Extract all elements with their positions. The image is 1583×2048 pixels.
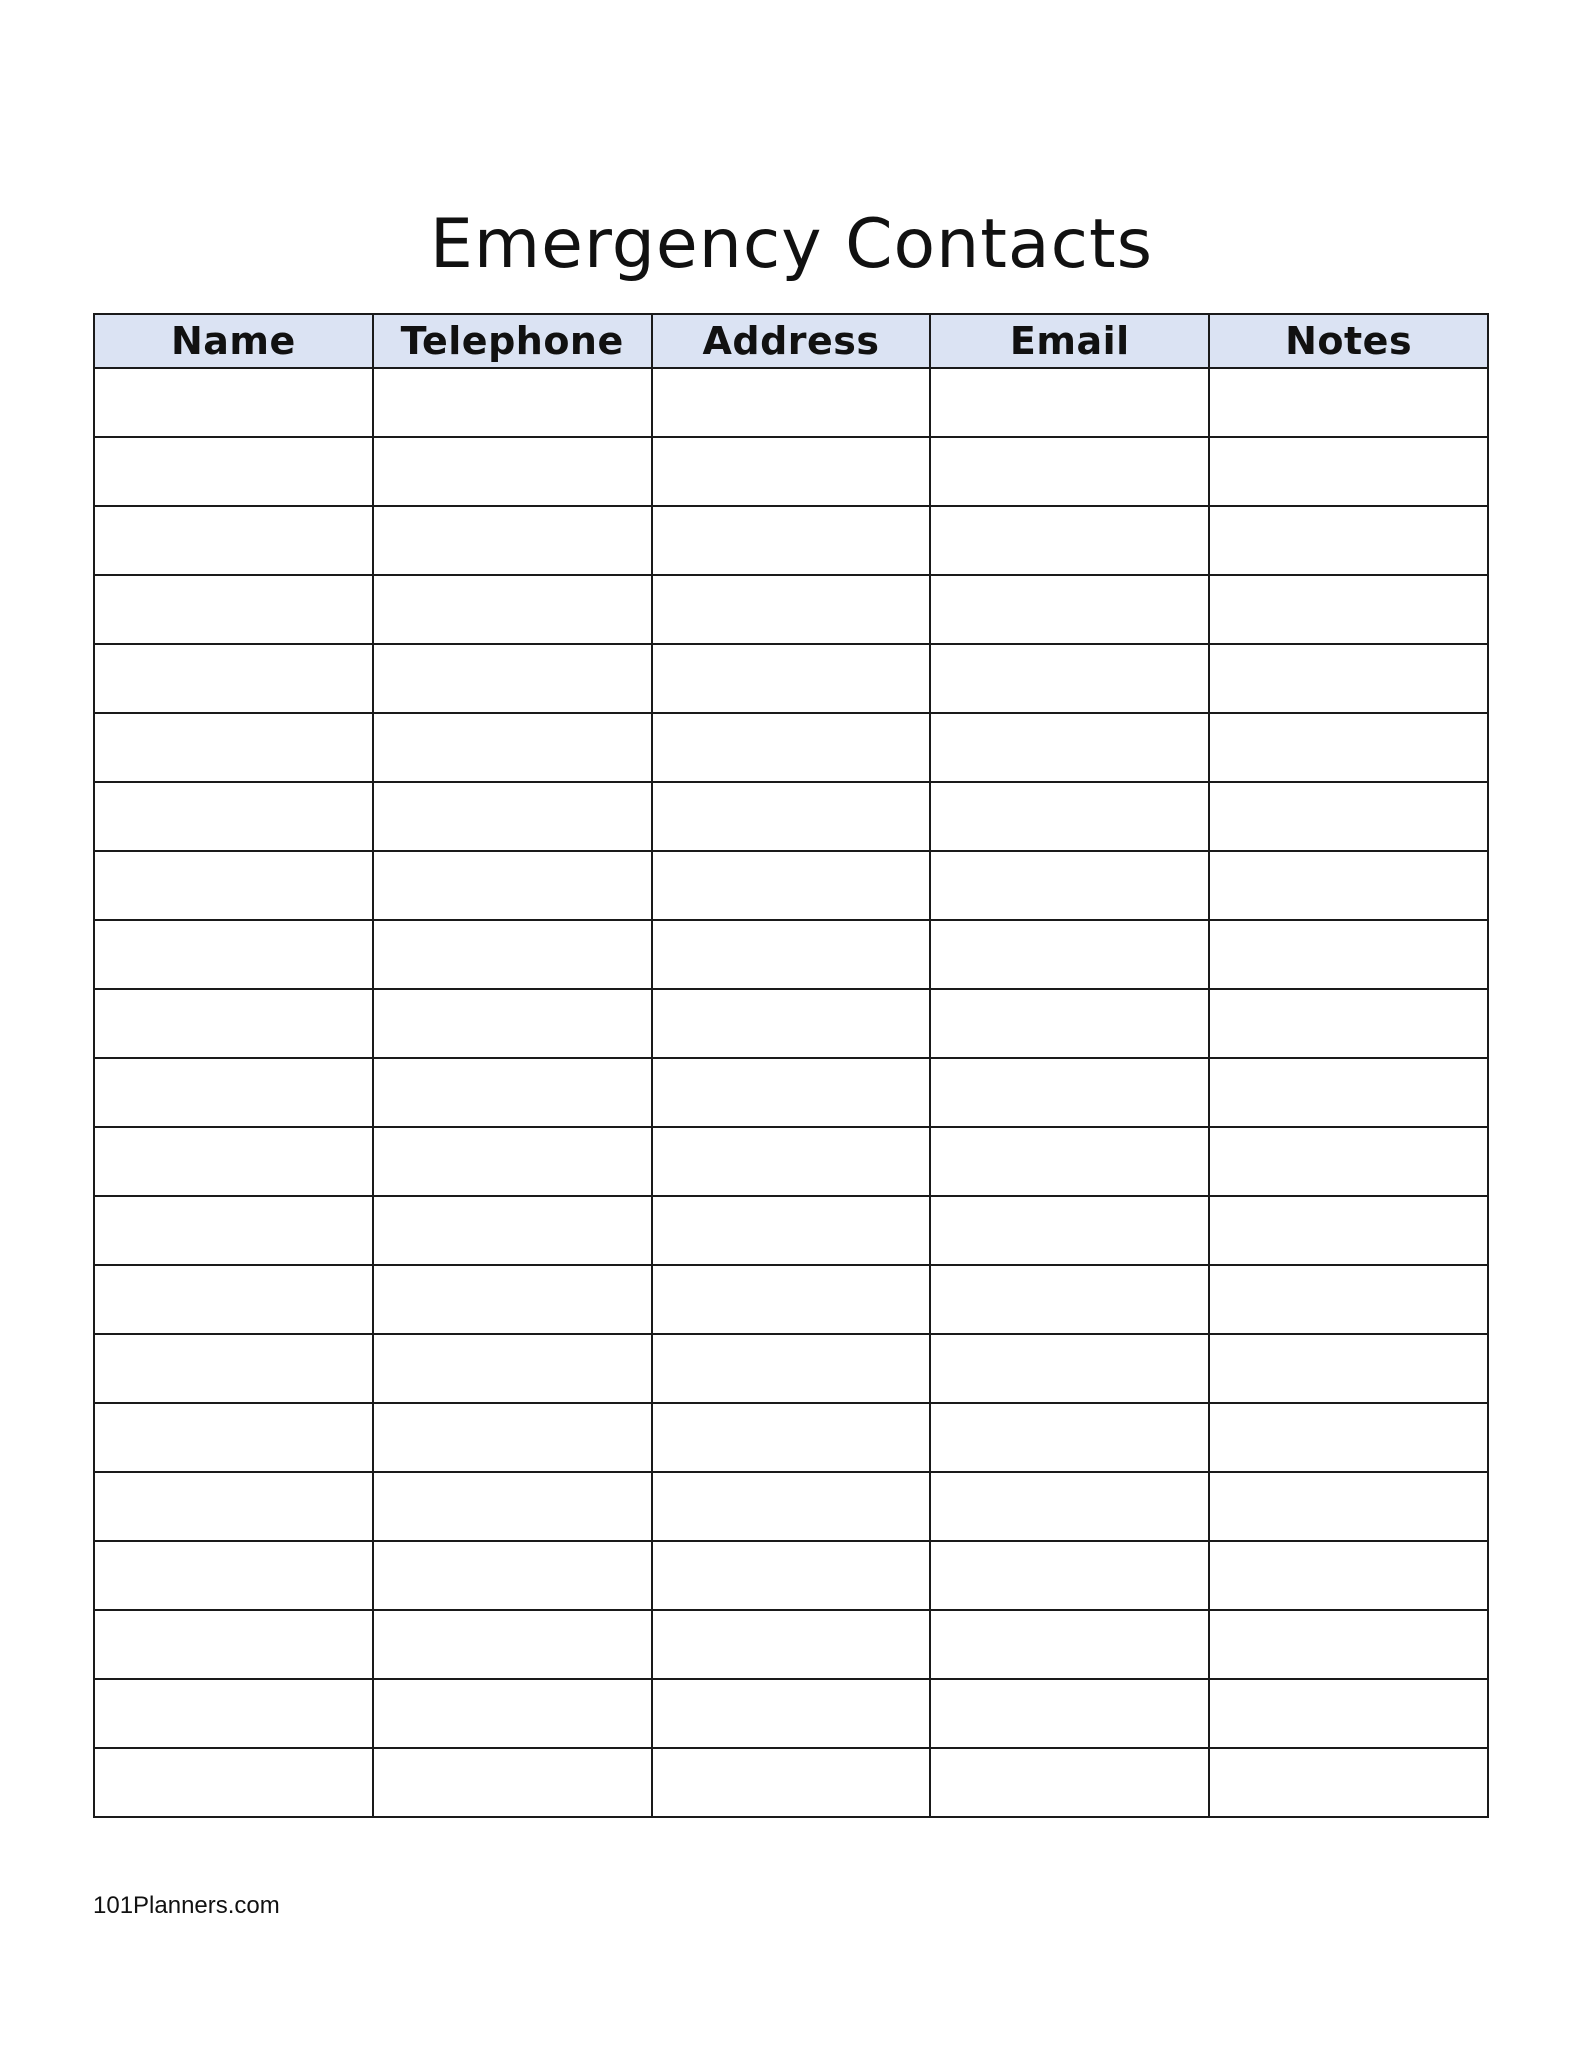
table-row [94, 1196, 1488, 1265]
table-cell-telephone[interactable] [373, 1679, 652, 1748]
table-cell-name[interactable] [94, 920, 373, 989]
table-cell-email[interactable] [930, 1472, 1209, 1541]
table-cell-telephone[interactable] [373, 1196, 652, 1265]
table-cell-address[interactable] [652, 1196, 931, 1265]
table-cell-address[interactable] [652, 1541, 931, 1610]
table-cell-address[interactable] [652, 1748, 931, 1817]
table-body [94, 368, 1488, 1817]
table-cell-email[interactable] [930, 1127, 1209, 1196]
table-cell-name[interactable] [94, 1679, 373, 1748]
table-cell-address[interactable] [652, 713, 931, 782]
table-cell-notes[interactable] [1209, 989, 1488, 1058]
table-row [94, 1679, 1488, 1748]
table-header-row [94, 314, 1488, 368]
table-cell-notes[interactable] [1209, 782, 1488, 851]
table-row [94, 1403, 1488, 1472]
table-cell-telephone[interactable] [373, 1748, 652, 1817]
table-cell-telephone[interactable] [373, 575, 652, 644]
table-row [94, 782, 1488, 851]
column-header-telephone: Telephone [373, 314, 652, 368]
table-cell-name[interactable] [94, 1472, 373, 1541]
table-cell-address[interactable] [652, 782, 931, 851]
table-cell-telephone[interactable] [373, 506, 652, 575]
table-cell-address[interactable] [652, 920, 931, 989]
table-cell-notes[interactable] [1209, 1610, 1488, 1679]
table-cell-address[interactable] [652, 644, 931, 713]
table-cell-email[interactable] [930, 713, 1209, 782]
table-row [94, 713, 1488, 782]
table-cell-telephone[interactable] [373, 989, 652, 1058]
table-cell-notes[interactable] [1209, 1196, 1488, 1265]
table-row [94, 1265, 1488, 1334]
table-cell-email[interactable] [930, 782, 1209, 851]
page-title: Emergency Contacts [429, 205, 1154, 284]
table-cell-name[interactable] [94, 368, 373, 437]
table-cell-telephone[interactable] [373, 713, 652, 782]
table-cell-email[interactable] [930, 1748, 1209, 1817]
table-cell-name[interactable] [94, 437, 373, 506]
table-cell-email[interactable] [930, 368, 1209, 437]
contacts-table [93, 313, 1489, 1818]
table-cell-telephone[interactable] [373, 1610, 652, 1679]
table-cell-address[interactable] [652, 1403, 931, 1472]
table-cell-name[interactable] [94, 1610, 373, 1679]
table-cell-notes[interactable] [1209, 1127, 1488, 1196]
table-cell-address[interactable] [652, 437, 931, 506]
table-cell-name[interactable] [94, 1403, 373, 1472]
table-cell-name[interactable] [94, 1334, 373, 1403]
table-cell-email[interactable] [930, 989, 1209, 1058]
table-row [94, 368, 1488, 437]
table-row [94, 1541, 1488, 1610]
table-cell-email[interactable] [930, 1679, 1209, 1748]
table-cell-notes[interactable] [1209, 368, 1488, 437]
table-cell-email[interactable] [930, 920, 1209, 989]
table-cell-name[interactable] [94, 1127, 373, 1196]
table-cell-name[interactable] [94, 713, 373, 782]
table-cell-telephone[interactable] [373, 368, 652, 437]
table-row [94, 1058, 1488, 1127]
table-cell-notes[interactable] [1209, 506, 1488, 575]
table-cell-telephone[interactable] [373, 1472, 652, 1541]
table-row [94, 989, 1488, 1058]
table-cell-name[interactable] [94, 1748, 373, 1817]
table-cell-telephone[interactable] [373, 782, 652, 851]
table-cell-email[interactable] [930, 1541, 1209, 1610]
table-cell-address[interactable] [652, 1334, 931, 1403]
table-cell-notes[interactable] [1209, 437, 1488, 506]
table-cell-email[interactable] [930, 851, 1209, 920]
table-cell-email[interactable] [930, 506, 1209, 575]
table-row [94, 920, 1488, 989]
table-row [94, 851, 1488, 920]
table-cell-name[interactable] [94, 1058, 373, 1127]
table-cell-notes[interactable] [1209, 1058, 1488, 1127]
table-cell-address[interactable] [652, 1265, 931, 1334]
table-cell-address[interactable] [652, 575, 931, 644]
table-cell-notes[interactable] [1209, 575, 1488, 644]
table-cell-email[interactable] [930, 1610, 1209, 1679]
table-cell-email[interactable] [930, 1196, 1209, 1265]
table-cell-address[interactable] [652, 1679, 931, 1748]
table-cell-notes[interactable] [1209, 1334, 1488, 1403]
table-row [94, 1127, 1488, 1196]
table-cell-name[interactable] [94, 1196, 373, 1265]
table-cell-telephone[interactable] [373, 851, 652, 920]
column-header-name: Name [94, 314, 373, 368]
table-row [94, 644, 1488, 713]
table-row [94, 575, 1488, 644]
table-cell-name[interactable] [94, 575, 373, 644]
table-row [94, 1334, 1488, 1403]
table-cell-name[interactable] [94, 989, 373, 1058]
table-cell-name[interactable] [94, 506, 373, 575]
table-cell-notes[interactable] [1209, 1679, 1488, 1748]
column-header-notes: Notes [1209, 314, 1488, 368]
table-row [94, 437, 1488, 506]
table-cell-name[interactable] [94, 782, 373, 851]
column-header-address: Address [652, 314, 931, 368]
table-cell-telephone[interactable] [373, 1334, 652, 1403]
table-cell-telephone[interactable] [373, 644, 652, 713]
column-header-email: Email [930, 314, 1209, 368]
table-cell-telephone[interactable] [373, 1058, 652, 1127]
table-cell-address[interactable] [652, 1610, 931, 1679]
table-cell-telephone[interactable] [373, 1403, 652, 1472]
table-cell-notes[interactable] [1209, 851, 1488, 920]
table-cell-email[interactable] [930, 1403, 1209, 1472]
table-cell-address[interactable] [652, 851, 931, 920]
table-cell-name[interactable] [94, 851, 373, 920]
table-cell-email[interactable] [930, 1265, 1209, 1334]
table-cell-address[interactable] [652, 368, 931, 437]
table-row [94, 506, 1488, 575]
table-cell-telephone[interactable] [373, 1541, 652, 1610]
table-row [94, 1748, 1488, 1817]
table-cell-telephone[interactable] [373, 1265, 652, 1334]
table-cell-email[interactable] [930, 437, 1209, 506]
table-cell-email[interactable] [930, 644, 1209, 713]
table-cell-notes[interactable] [1209, 713, 1488, 782]
table-cell-address[interactable] [652, 1472, 931, 1541]
table-cell-email[interactable] [930, 1058, 1209, 1127]
footer-site-name: 101Planners.com [93, 1892, 280, 1919]
table-cell-telephone[interactable] [373, 1127, 652, 1196]
table-cell-address[interactable] [652, 1127, 931, 1196]
table-cell-name[interactable] [94, 1265, 373, 1334]
table-cell-email[interactable] [930, 1334, 1209, 1403]
table-cell-address[interactable] [652, 1058, 931, 1127]
table-cell-notes[interactable] [1209, 1265, 1488, 1334]
table-cell-telephone[interactable] [373, 920, 652, 989]
table-cell-notes[interactable] [1209, 644, 1488, 713]
table-cell-notes[interactable] [1209, 1403, 1488, 1472]
table-cell-address[interactable] [652, 989, 931, 1058]
table-cell-notes[interactable] [1209, 1748, 1488, 1817]
table-cell-email[interactable] [930, 575, 1209, 644]
table-cell-name[interactable] [94, 1541, 373, 1610]
table-row [94, 1610, 1488, 1679]
table-cell-notes[interactable] [1209, 920, 1488, 989]
table-cell-notes[interactable] [1209, 1472, 1488, 1541]
table-cell-notes[interactable] [1209, 1541, 1488, 1610]
table-row [94, 1472, 1488, 1541]
table-cell-name[interactable] [94, 644, 373, 713]
table-cell-telephone[interactable] [373, 437, 652, 506]
table-cell-address[interactable] [652, 506, 931, 575]
